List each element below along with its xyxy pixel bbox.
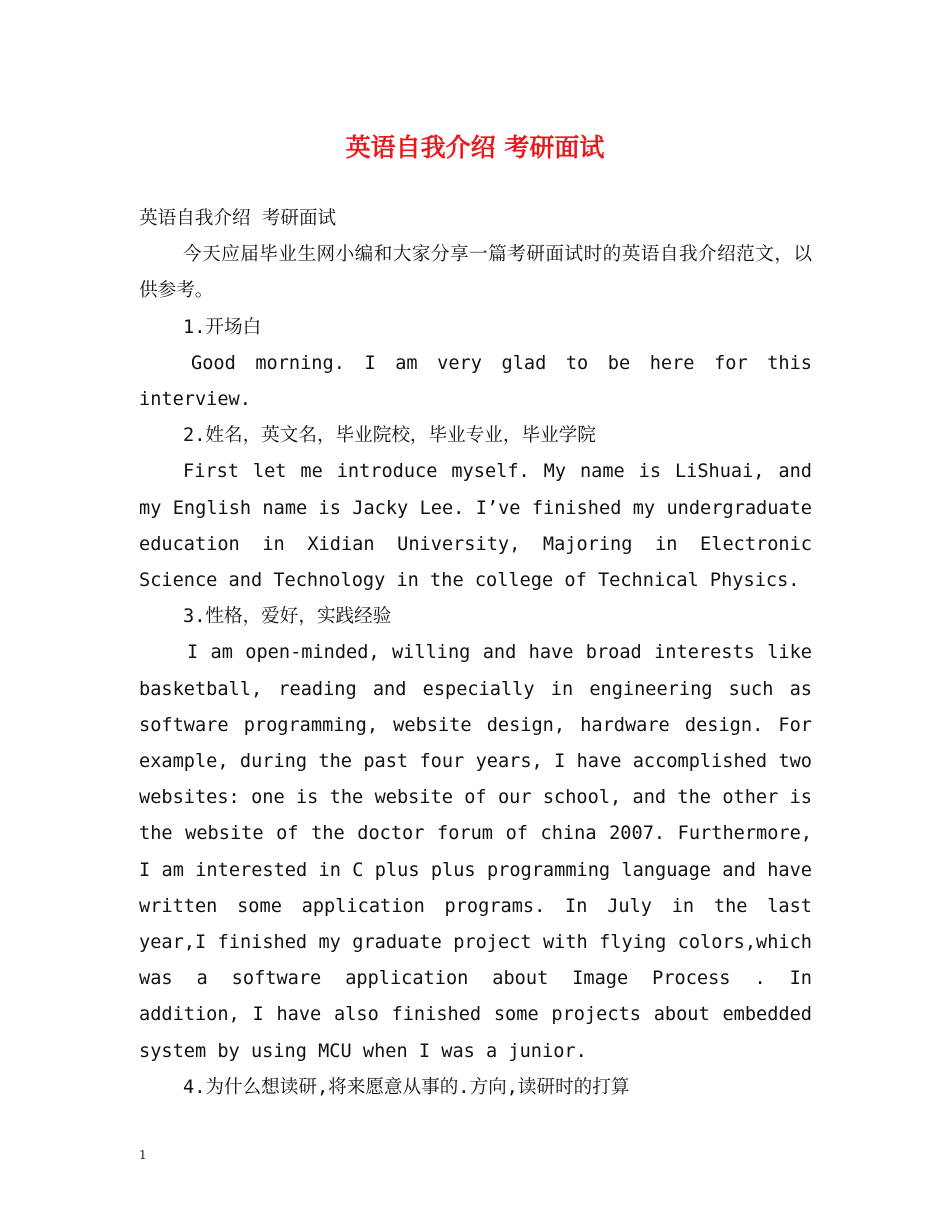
opening-paragraph: Good morning. I am very glad to be here for this interview. [139,352,812,411]
document-title: 英语自我介绍 考研面试 [345,133,605,162]
section-heading-name: 2.姓名，英文名，毕业院校，毕业专业，毕业学院 [183,425,596,447]
section-heading-reason: 4.为什么想读研,将来愿意从事的.方向,读研时的打算 [183,1076,630,1098]
page-number: 1 [139,1148,147,1162]
section-heading-opening: 1.开场白 [183,316,262,338]
section-heading-personality: 3.性格，爱好，实践经验 [183,606,392,628]
intro-paragraph: 今天应届毕业生网小编和大家分享一篇考研面试时的英语自我介绍范文，以供参考。 [139,244,812,302]
name-paragraph: First let me introduce myself. My name is LiShuai, and my English name is Jacky Lee. I’ve finished my undergraduate education in Xidian University, Majoring in Electronic Science and Technology in the college of Technical Physics. [139,461,812,592]
document-body [139,201,812,1106]
subtitle-line: 英语自我介绍 考研面试 [139,208,337,229]
personality-paragraph: I am open-minded, willing and have broad interests like basketball, reading and especially in engineering such as software programming, website design, hardware design. For example, during the past four years, I have accomplished two websites: one is the website of our school, and the other is the website of the doctor forum of china 2007. Furthermore, I am interested in C plus plus programming language and have written some application programs. In July in the last year,I finished my graduate project with flying colors,which was a software application about Image Process . In addition, I have also finished some projects about embedded system by using MCU when I was a junior. [139,642,812,1062]
